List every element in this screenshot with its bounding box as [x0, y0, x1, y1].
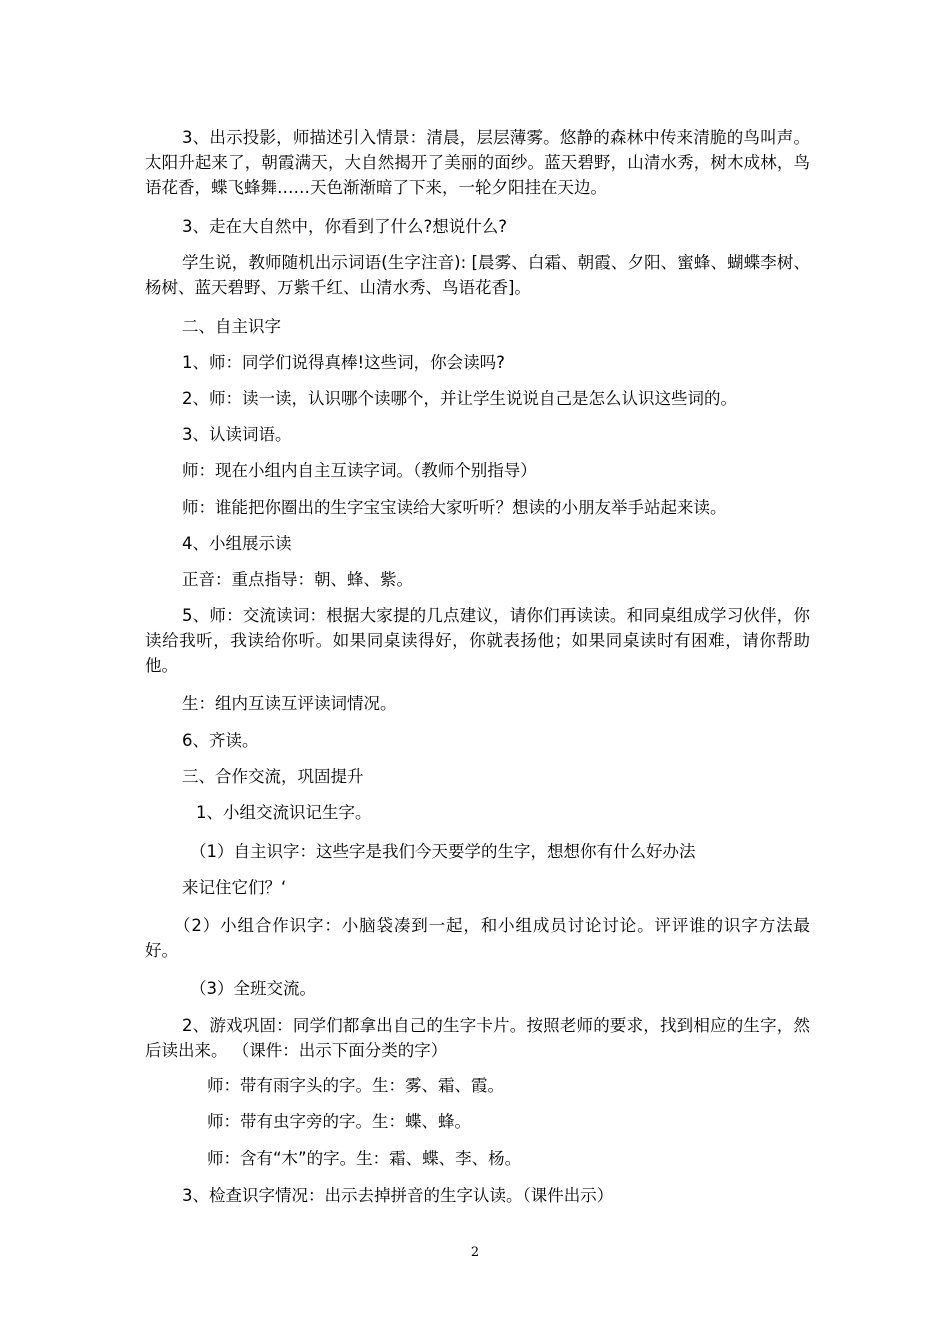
paragraph-step-1: 1、师：同学们说得真棒!这些词，你会读吗? — [182, 353, 505, 372]
section-heading-3: 三、合作交流，巩固提升 — [182, 767, 364, 786]
section-heading-2: 二、自主识字 — [182, 317, 281, 336]
paragraph-sub-1-cont: 来记住它们？‘ — [182, 878, 287, 897]
paragraph-game: 2、游戏巩固：同学们都拿出自己的生字卡片。按照老师的要求，找到相应的生字，然后读出来。 （课件：出示下面分类的字） — [145, 1016, 810, 1060]
paragraph-sub-2: （2）小组合作识字：小脑袋凑到一起，和小组成员讨论讨论。评评谁的识字方法最好。 — [145, 916, 810, 960]
paragraph-group-exchange: 1、小组交流识记生字。 — [196, 803, 372, 822]
paragraph-check: 3、检查识字情况：出示去掉拼音的生字认读。（课件出示） — [182, 1186, 614, 1205]
paragraph-sub-1: （1）自主识字：这些字是我们今天要学的生字，想想你有什么好办法 — [190, 842, 696, 861]
paragraph-question: 3、走在大自然中，你看到了什么?想说什么? — [182, 217, 508, 236]
paragraph-step-3: 3、认读词语。 — [182, 425, 292, 444]
paragraph-rain-radical: 师：带有雨字头的字。生：雾、霜、霞。 — [207, 1076, 504, 1095]
paragraph-insect-radical: 师：带有虫字旁的字。生：蝶、蜂。 — [207, 1112, 471, 1131]
paragraph-student: 生：组内互读互评读词情况。 — [182, 694, 397, 713]
paragraph-word-list: 学生说，教师随机出示词语(生字注音): [晨雾、白霜、朝霞、夕阳、蜜蜂、蝴蝶李树、杨树、蓝天碧野、万紫千红、山清水秀、鸟语花香]。 — [145, 253, 810, 297]
paragraph-correction: 正音：重点指导：朝、蜂、紫。 — [182, 570, 413, 589]
paragraph-teacher-1: 师：现在小组内自主互读字词。（教师个别指导） — [182, 461, 537, 480]
paragraph-wood-component: 师：含有“木”的字。生：霜、蝶、李、杨。 — [207, 1149, 522, 1168]
paragraph-step-4: 4、小组展示读 — [182, 534, 292, 553]
page-number: 2 — [470, 1245, 480, 1260]
paragraph-step-5: 5、师：交流读词：根据大家提的几点建议，请你们再读读。和同桌组成学习伙伴，你读给我听，我读给你听。如果同桌读得好，你就表扬他；如果同桌读时有困难，请你帮助他。 — [145, 606, 810, 675]
paragraph-step-6: 6、齐读。 — [182, 731, 259, 750]
paragraph-intro-scene: 3、出示投影，师描述引入情景：清晨，层层薄雾。悠静的森林中传来清脆的鸟叫声。太阳升起来了，朝霞满天，大自然揭开了美丽的面纱。蓝天碧野，山清水秀，树木成林，鸟语花香，蝶飞蜂舞……天色渐渐暗了下来，一轮夕阳挂在天边。 — [145, 128, 810, 197]
paragraph-teacher-2: 师：谁能把你圈出的生字宝宝读给大家听听？想读的小朋友举手站起来读。 — [182, 498, 727, 517]
paragraph-step-2: 2、师：读一读，认识哪个读哪个，并让学生说说自己是怎么认识这些词的。 — [182, 389, 737, 408]
paragraph-sub-3: （3）全班交流。 — [190, 979, 316, 998]
